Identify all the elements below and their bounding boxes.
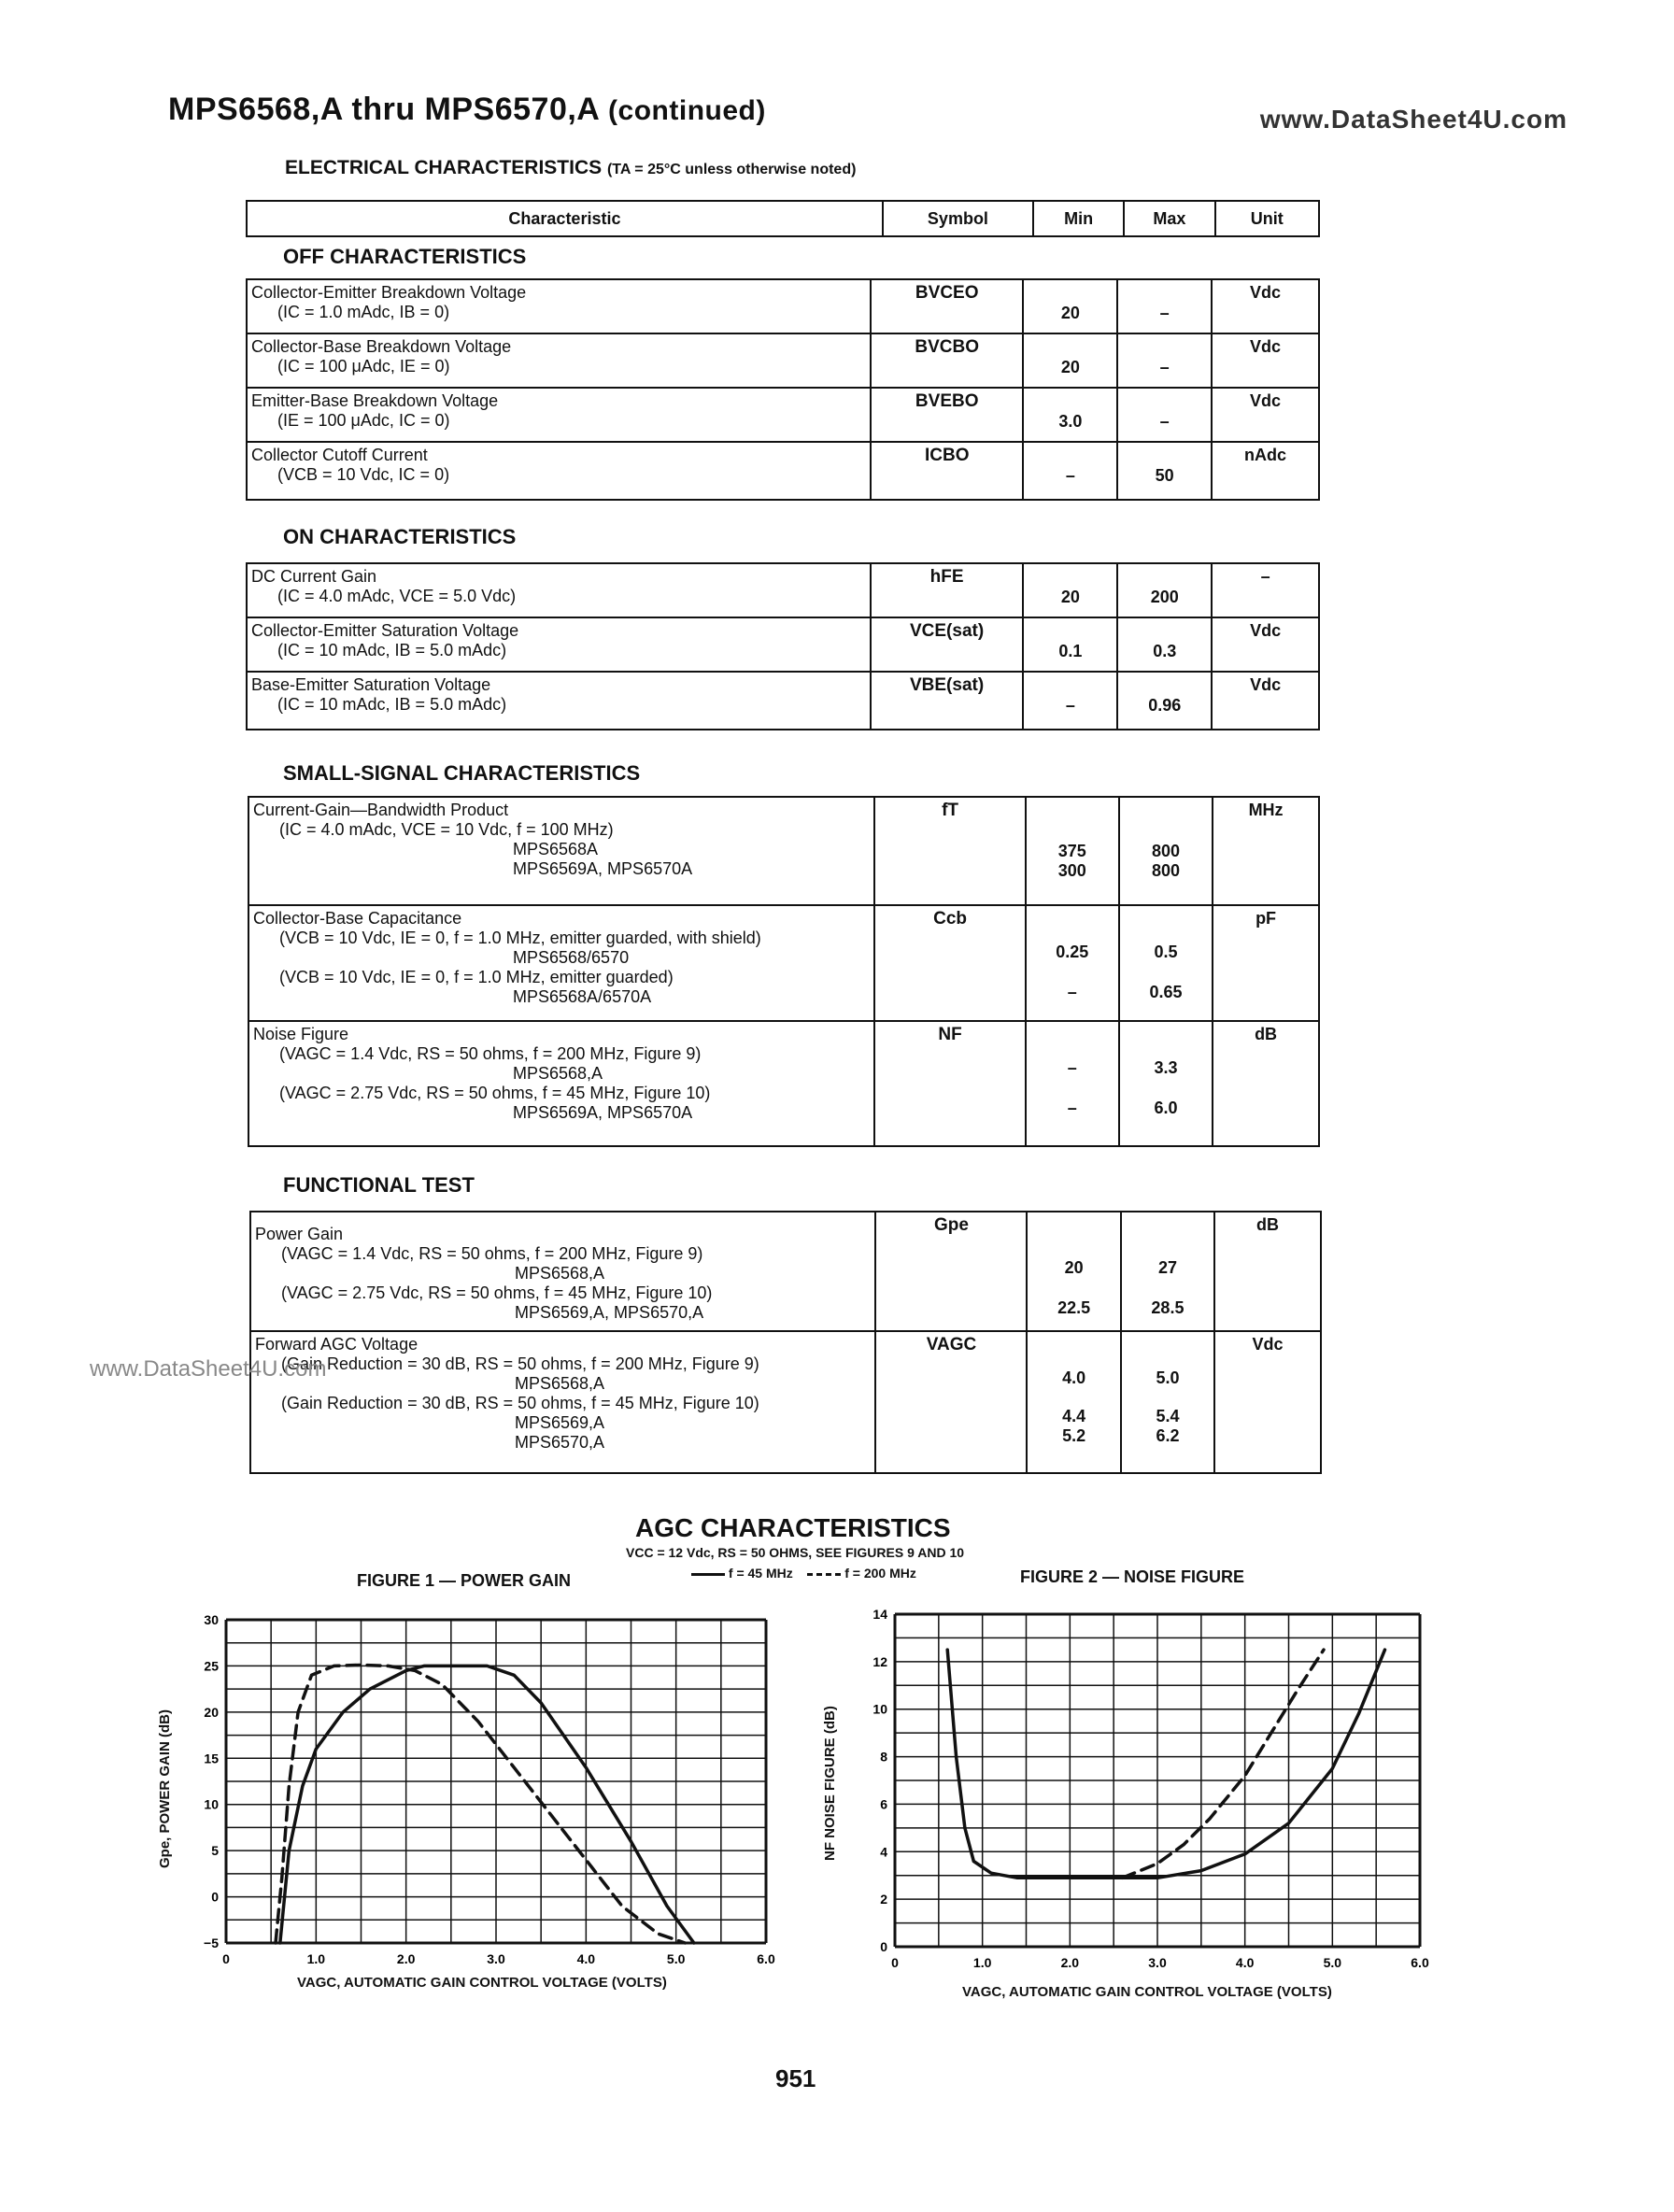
char-cond: (IC = 4.0 mAdc, VCE = 5.0 Vdc): [277, 587, 517, 605]
min-value: –: [1067, 1099, 1077, 1117]
unit-cell: Vdc: [1212, 388, 1319, 442]
min-value: 0.25: [1056, 943, 1089, 961]
char-name: Noise Figure: [253, 1025, 349, 1043]
max-value: 800: [1152, 861, 1181, 880]
char-cond: (IC = 100 μAdc, IE = 0): [277, 357, 450, 376]
table-row: [248, 797, 1319, 905]
legend-solid-line: [691, 1573, 725, 1576]
min-value: 20: [1060, 358, 1080, 376]
table-row: [247, 442, 1319, 500]
symbol-cell: hFE: [871, 563, 1024, 617]
device-name: MPS6568,A: [513, 1064, 603, 1083]
y-tick-label: 0: [211, 1889, 219, 1905]
device-name: MPS6569A, MPS6570A: [513, 859, 693, 878]
symbol-cell: VBE(sat): [871, 672, 1024, 730]
figure2-xlabel: VAGC, AUTOMATIC GAIN CONTROL VOLTAGE (VOLTS): [962, 1984, 1332, 2000]
unit-cell: nAdc: [1212, 442, 1319, 500]
min-value: 5.2: [1062, 1426, 1086, 1445]
device-name: MPS6570,A: [515, 1433, 605, 1452]
char-name: Collector-Emitter Saturation Voltage: [251, 621, 519, 640]
y-tick-label: 15: [204, 1751, 219, 1766]
char-cond: (Gain Reduction = 30 dB, RS = 50 ohms, f = 45 MHz, Figure 10): [281, 1394, 759, 1412]
y-tick-label: 14: [872, 1607, 887, 1622]
min-value: 22.5: [1057, 1298, 1091, 1317]
min-value: –: [1065, 696, 1075, 715]
min-value: 3.0: [1058, 412, 1083, 431]
min-value: 20: [1060, 304, 1080, 322]
legend-dashed-line: [807, 1573, 841, 1576]
y-tick-label: 5: [211, 1843, 219, 1859]
max-value: 0.65: [1149, 983, 1183, 1001]
char-name: Collector Cutoff Current: [251, 446, 428, 464]
figure2-ylabel: NF NOISE FIGURE (dB): [822, 1706, 838, 1861]
table-row: [248, 905, 1319, 1021]
device-name: MPS6568/6570: [513, 948, 630, 967]
max-value: 50: [1155, 466, 1174, 485]
char-name: Collector-Base Breakdown Voltage: [251, 337, 512, 356]
min-value: –: [1065, 466, 1075, 485]
col-symbol: Symbol: [883, 201, 1033, 236]
noise-figure-chart: [859, 1603, 1439, 1982]
y-tick-label: 6: [880, 1796, 887, 1812]
watermark: www.DataSheet4U.com: [90, 1356, 327, 1382]
max-value: 5.0: [1156, 1368, 1180, 1387]
x-tick-label: 1.0: [306, 1951, 326, 1966]
char-name: Forward AGC Voltage: [255, 1335, 418, 1354]
device-name: MPS6569,A, MPS6570,A: [515, 1303, 704, 1322]
max-value: 5.4: [1156, 1407, 1180, 1425]
max-value: –: [1159, 358, 1170, 376]
y-tick-label: 0: [880, 1939, 887, 1954]
table-row: [247, 617, 1319, 672]
page-number: 951: [775, 2064, 816, 2092]
electrical-note: (TA = 25°C unless otherwise noted): [606, 162, 857, 177]
x-tick-label: 6.0: [757, 1951, 775, 1966]
max-value: 28.5: [1151, 1298, 1185, 1317]
y-tick-label: 2: [880, 1892, 887, 1907]
symbol-cell: VAGC: [875, 1331, 1027, 1473]
device-name: MPS6569,A: [515, 1413, 605, 1432]
symbol-cell: NF: [874, 1021, 1025, 1146]
chart-legend: [691, 1566, 916, 1581]
x-tick-label: 2.0: [396, 1951, 416, 1966]
y-tick-label: 8: [880, 1749, 887, 1765]
electrical-heading: [285, 157, 856, 179]
max-value: 6.0: [1154, 1099, 1178, 1117]
unit-cell: –: [1212, 563, 1319, 617]
continued-label: (continued): [608, 95, 766, 126]
symbol-cell: BVEBO: [871, 388, 1024, 442]
x-tick-label: 5.0: [1323, 1955, 1342, 1970]
char-cond: (VAGC = 1.4 Vdc, RS = 50 ohms, f = 200 MHz, Figure 9): [279, 1044, 702, 1063]
max-value: 0.5: [1154, 943, 1178, 961]
unit-cell: MHz: [1213, 797, 1319, 905]
min-value: 4.4: [1062, 1407, 1086, 1425]
min-value: 20: [1060, 588, 1080, 606]
y-tick-label: 10: [204, 1796, 219, 1812]
table-row: [247, 672, 1319, 730]
unit-cell: Vdc: [1212, 617, 1319, 672]
y-tick-label: 25: [204, 1658, 219, 1674]
title-text: MPS6568,A thru MPS6570,A: [168, 92, 600, 127]
functional-table: [249, 1211, 1322, 1474]
symbol-cell: BVCEO: [871, 279, 1024, 333]
power-gain-chart: [187, 1609, 785, 1973]
device-name: MPS6568A/6570A: [513, 987, 652, 1006]
figure1-ylabel: Gpe, POWER GAIN (dB): [157, 1709, 173, 1868]
figure2-title: FIGURE 2 — NOISE FIGURE: [1020, 1567, 1245, 1586]
y-tick-label: 10: [872, 1701, 887, 1717]
char-cond: (VCB = 10 Vdc, IE = 0, f = 1.0 MHz, emitter guarded): [279, 968, 674, 986]
website-link[interactable]: www.DataSheet4U.com: [1259, 105, 1568, 134]
char-name: Collector-Base Capacitance: [253, 909, 462, 928]
x-tick-label: 0: [891, 1955, 899, 1970]
small-signal-table: [248, 796, 1320, 1147]
unit-cell: Vdc: [1212, 672, 1319, 730]
agc-subtitle: VCC = 12 Vdc, RS = 50 OHMS, SEE FIGURES 9 AND 10: [626, 1545, 965, 1560]
page-title: [168, 92, 766, 128]
figure1-xlabel: VAGC, AUTOMATIC GAIN CONTROL VOLTAGE (VOLTS): [297, 1975, 667, 1991]
device-name: MPS6568,A: [515, 1374, 605, 1393]
small-signal-heading: SMALL-SIGNAL CHARACTERISTICS: [283, 761, 641, 785]
on-heading: ON CHARACTERISTICS: [283, 525, 517, 548]
table-row: [250, 1331, 1321, 1473]
agc-title: AGC CHARACTERISTICS: [635, 1513, 951, 1542]
legend-label-45: f = 45 MHz: [728, 1566, 793, 1581]
symbol-cell: Ccb: [874, 905, 1025, 1021]
column-header: [246, 200, 1320, 237]
char-cond: (IC = 10 mAdc, IB = 5.0 mAdc): [277, 695, 507, 714]
table-row: [247, 279, 1319, 333]
device-name: MPS6568A: [513, 840, 599, 858]
char-cond: (IE = 100 μAdc, IC = 0): [277, 411, 450, 430]
legend-label-200: f = 200 MHz: [844, 1566, 916, 1581]
y-tick-label: 4: [880, 1844, 887, 1860]
y-tick-label: 20: [204, 1704, 219, 1720]
x-tick-label: 6.0: [1411, 1955, 1429, 1970]
unit-cell: dB: [1214, 1212, 1321, 1331]
x-tick-label: 5.0: [666, 1951, 686, 1966]
max-value: 0.96: [1148, 696, 1182, 715]
col-max: Max: [1124, 201, 1214, 236]
off-table: [246, 278, 1320, 501]
min-value: –: [1067, 1058, 1077, 1077]
device-name: MPS6568,A: [515, 1264, 605, 1283]
char-cond: (VCB = 10 Vdc, IC = 0): [277, 465, 450, 484]
x-tick-label: 1.0: [972, 1955, 992, 1970]
char-cond: (IC = 4.0 mAdc, VCE = 10 Vdc, f = 100 MHz): [279, 820, 614, 839]
max-value: 0.3: [1153, 642, 1177, 660]
min-value: 0.1: [1058, 642, 1083, 660]
char-cond: (VAGC = 1.4 Vdc, RS = 50 ohms, f = 200 MHz, Figure 9): [281, 1244, 703, 1263]
max-value: 3.3: [1154, 1058, 1178, 1077]
table-row: [247, 388, 1319, 442]
electrical-title: ELECTRICAL CHARACTERISTICS: [285, 157, 603, 178]
min-value: 20: [1064, 1258, 1084, 1277]
x-tick-label: 3.0: [1148, 1955, 1167, 1970]
col-characteristic: Characteristic: [247, 201, 883, 236]
y-tick-label: 12: [872, 1653, 887, 1669]
char-cond: (VAGC = 2.75 Vdc, RS = 50 ohms, f = 45 MHz, Figure 10): [281, 1283, 713, 1302]
symbol-cell: fT: [874, 797, 1025, 905]
x-tick-label: 4.0: [576, 1951, 596, 1966]
figure1-title: FIGURE 1 — POWER GAIN: [357, 1571, 572, 1590]
x-tick-label: 4.0: [1235, 1955, 1255, 1970]
char-name: Current-Gain—Bandwidth Product: [253, 801, 509, 819]
max-value: 200: [1150, 588, 1179, 606]
series-45mhz-line: [947, 1650, 1384, 1878]
max-value: –: [1159, 304, 1170, 322]
table-row: [247, 563, 1319, 617]
char-cond: (IC = 10 mAdc, IB = 5.0 mAdc): [277, 641, 507, 659]
char-name: Emitter-Base Breakdown Voltage: [251, 391, 499, 410]
col-min: Min: [1033, 201, 1124, 236]
char-cond: (IC = 1.0 mAdc, IB = 0): [277, 303, 450, 321]
char-name: Power Gain: [255, 1225, 344, 1243]
table-row: [247, 333, 1319, 388]
functional-heading: FUNCTIONAL TEST: [283, 1173, 475, 1197]
min-value: –: [1067, 983, 1077, 1001]
char-cond: (VCB = 10 Vdc, IE = 0, f = 1.0 MHz, emitter guarded, with shield): [279, 929, 761, 947]
min-value: 300: [1057, 861, 1086, 880]
char-cond: (Gain Reduction = 30 dB, RS = 50 ohms, f = 200 MHz, Figure 9): [281, 1354, 759, 1373]
table-row: [250, 1212, 1321, 1331]
unit-cell: Vdc: [1212, 333, 1319, 388]
symbol-cell: BVCBO: [871, 333, 1024, 388]
char-name: Collector-Emitter Breakdown Voltage: [251, 283, 527, 302]
table-row: [248, 1021, 1319, 1146]
y-tick-label: −5: [204, 1936, 219, 1950]
symbol-cell: VCE(sat): [871, 617, 1024, 672]
max-value: 800: [1152, 842, 1181, 860]
x-tick-label: 3.0: [487, 1951, 505, 1966]
y-tick-label: 30: [204, 1612, 219, 1627]
min-value: 4.0: [1062, 1368, 1086, 1387]
on-table: [246, 562, 1320, 730]
device-name: MPS6569A, MPS6570A: [513, 1103, 693, 1122]
max-value: –: [1159, 412, 1170, 431]
symbol-cell: ICBO: [871, 442, 1024, 500]
max-value: 6.2: [1156, 1426, 1180, 1445]
off-heading: OFF CHARACTERISTICS: [283, 245, 527, 268]
col-unit: Unit: [1215, 201, 1319, 236]
max-value: 27: [1157, 1258, 1177, 1277]
x-tick-label: 0: [222, 1951, 230, 1966]
char-name: Base-Emitter Saturation Voltage: [251, 675, 491, 694]
x-tick-label: 2.0: [1060, 1955, 1080, 1970]
char-name: DC Current Gain: [251, 567, 377, 586]
min-value: 375: [1057, 842, 1086, 860]
unit-cell: dB: [1213, 1021, 1319, 1146]
series-200mhz-line: [1123, 1650, 1325, 1878]
unit-cell: Vdc: [1212, 279, 1319, 333]
symbol-cell: Gpe: [875, 1212, 1027, 1331]
unit-cell: pF: [1213, 905, 1319, 1021]
unit-cell: Vdc: [1214, 1331, 1321, 1473]
char-cond: (VAGC = 2.75 Vdc, RS = 50 ohms, f = 45 MHz, Figure 10): [279, 1084, 711, 1102]
